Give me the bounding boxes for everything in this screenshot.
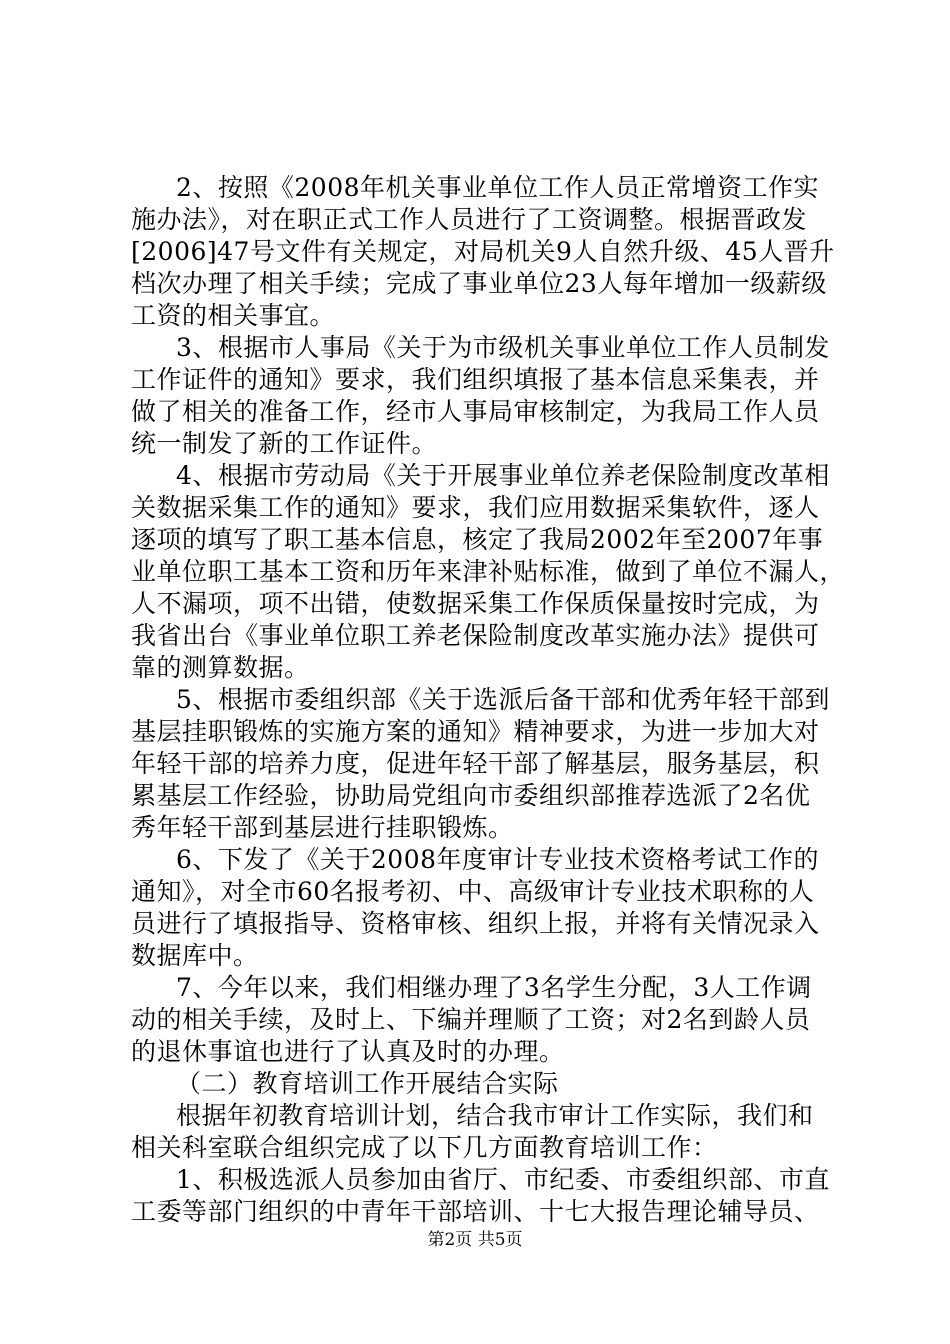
text-line: 逐项的填写了职工基本信息，核定了我局2002年至2007年事 [131, 525, 824, 554]
text-line: 相关科室联合组织完成了以下几方面教育培训工作： [131, 1133, 718, 1162]
text-line: 基层挂职锻炼的实施方案的通知》精神要求，为进一步加大对 [131, 717, 820, 746]
text-line: [2006]47号文件有关规定，对局机关9人自然升级、45人晋升 [131, 237, 835, 266]
page-number-footer: 第2页 共5页 [427, 1230, 523, 1250]
text-line: 我省出台《事业单位职工养老保险制度改革实施办法》提供可 [131, 621, 820, 650]
text-line: 数据库中。 [131, 941, 259, 970]
text-line: 工作证件的通知》要求，我们组织填报了基本信息采集表，并 [131, 365, 820, 394]
text-line: 做了相关的准备工作，经市人事局审核制定，为我局工作人员 [131, 397, 820, 426]
text-line: 靠的测算数据。 [131, 653, 310, 682]
text-line: 统一制发了新的工作证件。 [131, 429, 438, 458]
text-line: 3、根据市人事局《关于为市级机关事业单位工作人员制发 [176, 333, 830, 362]
text-line: 的退休事谊也进行了认真及时的办理。 [131, 1037, 565, 1066]
text-line: 施办法》，对在职正式工作人员进行了工资调整。根据晋政发 [131, 205, 808, 234]
text-line: 4、根据市劳动局《关于开展事业单位养老保险制度改革相 [176, 461, 830, 490]
text-line: 根据年初教育培训计划，结合我市审计工作实际，我们和 [176, 1101, 814, 1130]
text-line: 2、按照《2008年机关事业单位工作人员正常增资工作实 [176, 173, 820, 202]
text-line: 员进行了填报指导、资格审核、组织上报，并将有关情况录入 [131, 909, 820, 938]
text-line: 工资的相关事宜。 [131, 301, 336, 330]
text-line: 7、今年以来，我们相继办理了3名学生分配，3人工作调 [176, 973, 812, 1002]
text-line: 年轻干部的培养力度，促进年轻干部了解基层，服务基层，积 [131, 749, 820, 778]
text-line: 5、根据市委组织部《关于选派后备干部和优秀年轻干部到 [176, 685, 830, 714]
text-line: 关数据采集工作的通知》要求，我们应用数据采集软件，逐人 [131, 493, 820, 522]
section-heading: （二）教育培训工作开展结合实际 [176, 1069, 559, 1098]
text-line: 累基层工作经验，协助局党组向市委组织部推荐选派了2名优 [131, 781, 811, 810]
text-line: 人不漏项，项不出错，使数据采集工作保质保量按时完成，为 [131, 589, 820, 618]
text-line: 业单位职工基本工资和历年来津补贴标准，做到了单位不漏人， [131, 557, 846, 586]
text-line: 1、积极选派人员参加由省厅、市纪委、市委组织部、市直 [176, 1165, 830, 1194]
text-line: 秀年轻干部到基层进行挂职锻炼。 [131, 813, 514, 842]
text-line: 档次办理了相关手续；完成了事业单位23人每年增加一级薪级 [131, 269, 827, 298]
text-line: 工委等部门组织的中青年干部培训、十七大报告理论辅导员、 [131, 1197, 820, 1226]
text-line: 动的相关手续，及时上、下编并理顺了工资；对2名到龄人员 [131, 1005, 811, 1034]
text-line: 通知》，对全市60名报考初、中、高级审计专业技术职称的人 [131, 877, 815, 906]
text-line: 6、下发了《关于2008年度审计专业技术资格考试工作的 [176, 845, 820, 874]
